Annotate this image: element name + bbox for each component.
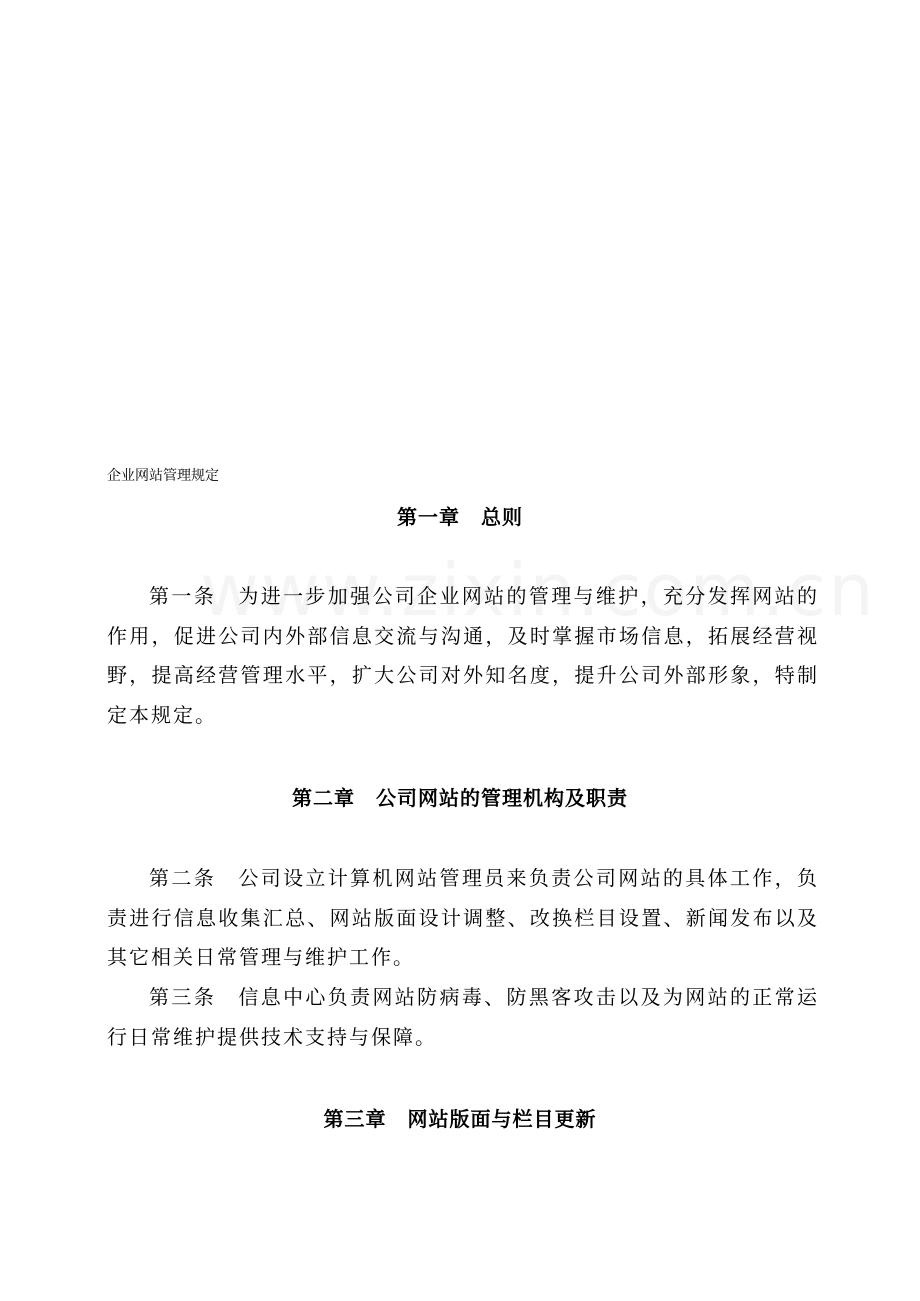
article-1: 第一条 为进一步加强公司企业网站的管理与维护，充分发挥网站的作用，促进公司内外部信息交流与沟通，及时掌握市场信息，拓展经营视野，提高经营管理水平，扩大公司对外知名度，提升公司外部形象，特制定本规定。 <box>107 584 819 727</box>
chapter-1-heading: 第一章 总则 <box>397 505 523 529</box>
chapter-3-heading: 第三章 网站版面与栏目更新 <box>323 1107 597 1131</box>
chapter-2-heading: 第二章 公司网站的管理机构及职责 <box>292 786 628 810</box>
article-2: 第二条 公司设立计算机网站管理员来负责公司网站的具体工作，负责进行信息收集汇总、网站版面设计调整、改换栏目设置、新闻发布以及其它相关日常管理与维护工作。 <box>107 866 819 969</box>
document-title: 企业网站管理规定 <box>107 468 219 484</box>
article-3: 第三条 信息中心负责网站防病毒、防黑客攻击以及为网站的正常运行日常维护提供技术支持与保障。 <box>107 985 819 1049</box>
